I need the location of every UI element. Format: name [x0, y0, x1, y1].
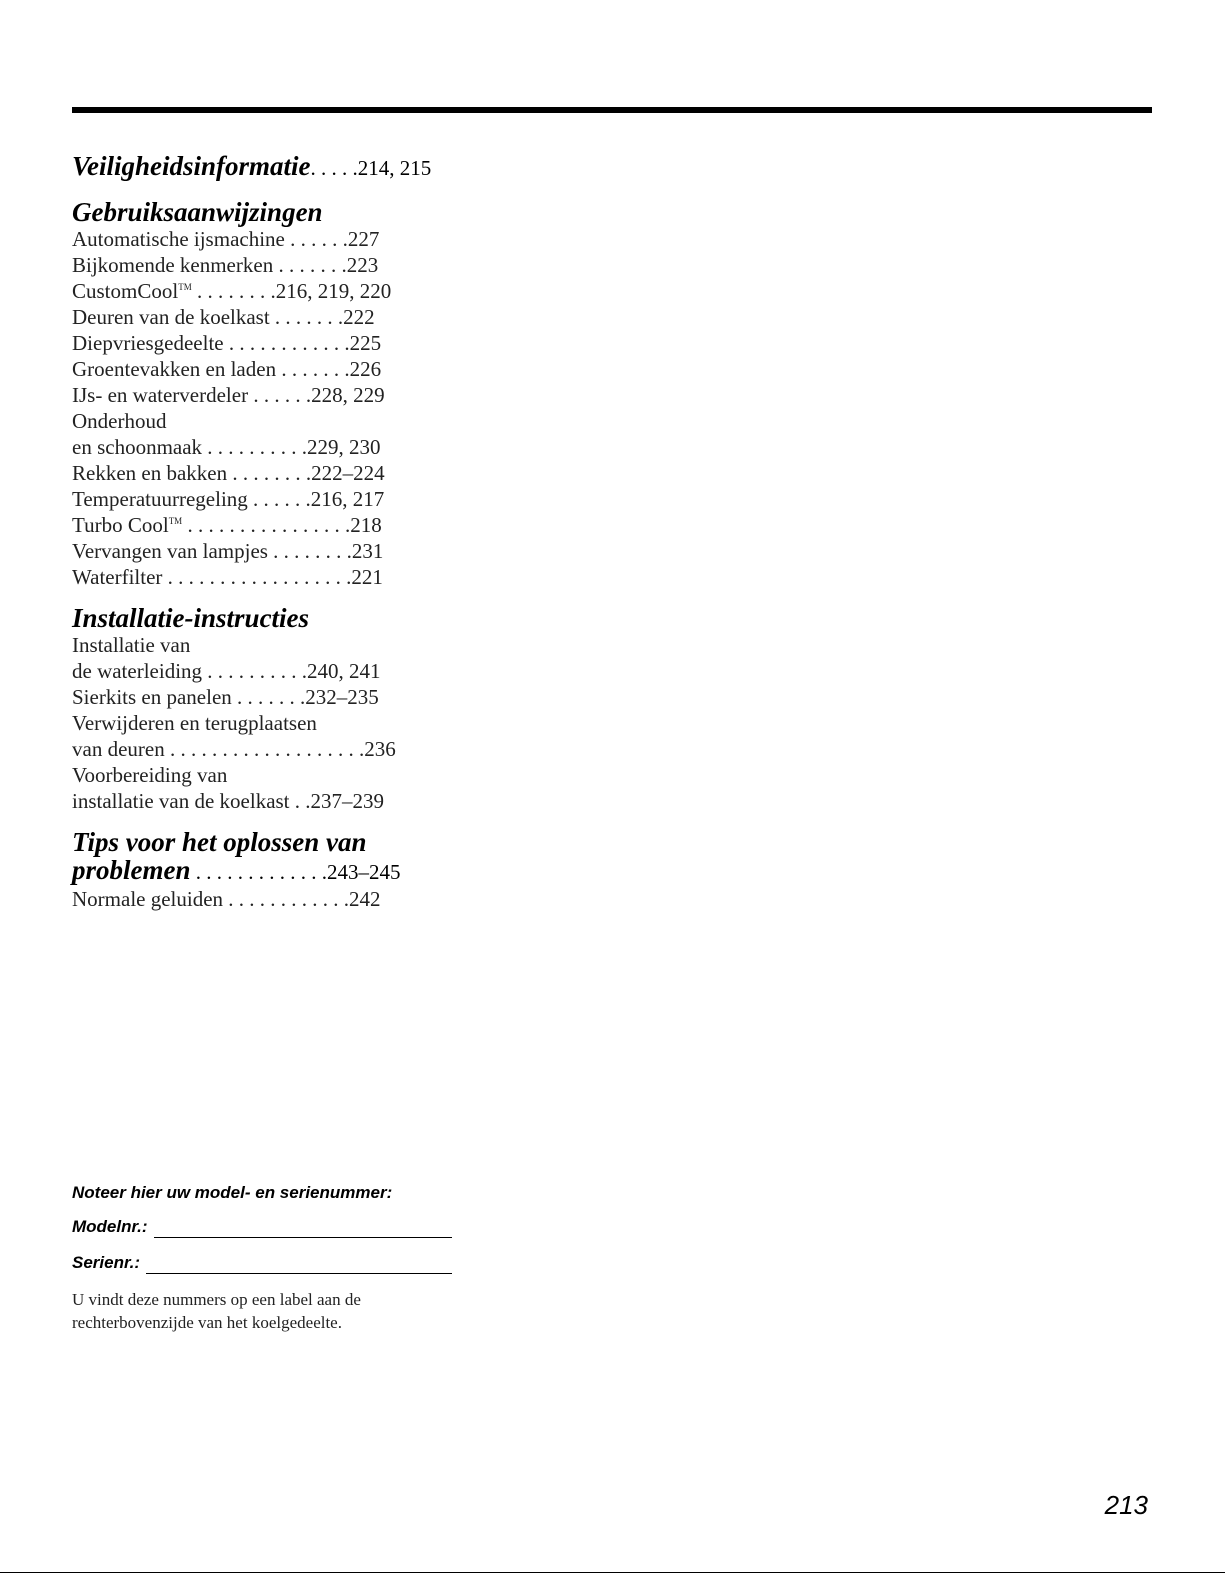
trademark-mark: TM: [168, 516, 183, 526]
troubleshooting-pages: . . . . . . . . . . . . .243–245: [190, 860, 401, 884]
toc-entry-text: CustomCool: [72, 279, 179, 303]
installation-section: [72, 604, 432, 814]
table-of-contents: [72, 152, 432, 926]
toc-entry[interactable]: [72, 252, 432, 278]
toc-entry[interactable]: [72, 434, 432, 460]
toc-entry[interactable]: [72, 356, 432, 382]
toc-entry-text: Groentevakken en laden . . . . . . .226: [72, 357, 382, 381]
serial-number-field[interactable]: [146, 1255, 452, 1274]
installation-entries: [72, 632, 432, 814]
toc-entry-text: installatie van de koelkast . .237–239: [72, 789, 385, 813]
toc-entry[interactable]: [72, 408, 432, 434]
bottom-rule: [0, 1572, 1225, 1573]
top-rule: [72, 107, 1152, 113]
toc-entry-text: de waterleiding . . . . . . . . . .240, 241: [72, 659, 381, 683]
operating-heading[interactable]: Gebruiksaanwijzingen: [72, 197, 323, 227]
toc-entry-text: Vervangen van lampjes . . . . . . . .231: [72, 539, 384, 563]
toc-entry[interactable]: [72, 278, 432, 304]
toc-entry-text: Temperatuurregeling . . . . . .216, 217: [72, 487, 385, 511]
toc-entry[interactable]: [72, 304, 432, 330]
operating-section: [72, 198, 432, 590]
troubleshooting-heading-line1[interactable]: Tips voor het oplossen van: [72, 827, 367, 857]
toc-entry-text: Onderhoud: [72, 409, 167, 433]
serial-number-label: Serienr.:: [72, 1253, 141, 1272]
toc-entry-text: Automatische ijsmachine . . . . . .227: [72, 227, 380, 251]
toc-entry[interactable]: [72, 512, 432, 538]
toc-entry-text: Diepvriesgedeelte . . . . . . . . . . . .225: [72, 331, 382, 355]
toc-entry[interactable]: [72, 762, 432, 788]
toc-entry[interactable]: [72, 632, 432, 658]
troubleshooting-title: problemen: [72, 855, 191, 885]
toc-entry-pages: . . . . . . . .216, 219, 220: [191, 279, 392, 303]
toc-entry-text: Turbo Cool: [72, 513, 169, 537]
serial-number-row: [72, 1252, 452, 1274]
toc-entry-text: van deuren . . . . . . . . . . . . . . . . . . .236: [72, 737, 396, 761]
safety-pages: . . . . .214, 215: [310, 156, 432, 180]
model-number-row: [72, 1216, 452, 1238]
troubleshooting-section: [72, 828, 432, 912]
model-number-field[interactable]: [154, 1219, 452, 1238]
toc-entry-text: en schoonmaak . . . . . . . . . .229, 230: [72, 435, 381, 459]
record-title: Noteer hier uw model- en serienummer:: [72, 1183, 393, 1202]
toc-entry[interactable]: [72, 658, 432, 684]
toc-entry-text: Deuren van de koelkast . . . . . . .222: [72, 305, 375, 329]
toc-entry[interactable]: [72, 788, 432, 814]
toc-entry[interactable]: [72, 564, 432, 590]
record-note: U vindt deze nummers op een label aan de rechterbovenzijde van het koelgedeelte.: [72, 1290, 361, 1332]
toc-entry-text: Normale geluiden . . . . . . . . . . . .242: [72, 887, 381, 911]
toc-entry-text: Installatie van: [72, 633, 191, 657]
toc-entry[interactable]: [72, 886, 432, 912]
toc-entry[interactable]: [72, 226, 432, 252]
safety-heading[interactable]: [72, 152, 432, 182]
toc-entry[interactable]: [72, 330, 432, 356]
toc-entry[interactable]: [72, 486, 432, 512]
troubleshooting-entries: [72, 886, 432, 912]
toc-entry[interactable]: [72, 710, 432, 736]
toc-entry-text: Waterfilter . . . . . . . . . . . . . . . . . .221: [72, 565, 383, 589]
toc-entry-text: Rekken en bakken . . . . . . . .222–224: [72, 461, 385, 485]
trademark-mark: TM: [178, 282, 192, 292]
toc-entry[interactable]: [72, 460, 432, 486]
toc-entry-pages: . . . . . . . . . . . . . . . .218: [182, 513, 382, 537]
safety-title: Veiligheidsinformatie: [72, 151, 311, 181]
toc-entry[interactable]: [72, 382, 432, 408]
model-number-label: Modelnr.:: [72, 1217, 148, 1236]
toc-entry-text: Sierkits en panelen . . . . . . .232–235: [72, 685, 379, 709]
model-serial-record: [72, 1182, 452, 1334]
toc-entry-text: Verwijderen en terugplaatsen: [72, 711, 317, 735]
toc-entry-text: Voorbereiding van: [72, 763, 228, 787]
toc-entry[interactable]: [72, 684, 432, 710]
toc-entry[interactable]: [72, 538, 432, 564]
toc-entry-text: Bijkomende kenmerken . . . . . . .223: [72, 253, 379, 277]
page-number: 213: [1104, 1490, 1148, 1520]
toc-entry-text: IJs- en waterverdeler . . . . . .228, 229: [72, 383, 385, 407]
operating-entries: [72, 226, 432, 590]
installation-heading[interactable]: Installatie-instructies: [72, 603, 310, 633]
troubleshooting-heading-line2[interactable]: [72, 856, 432, 886]
toc-entry[interactable]: [72, 736, 432, 762]
